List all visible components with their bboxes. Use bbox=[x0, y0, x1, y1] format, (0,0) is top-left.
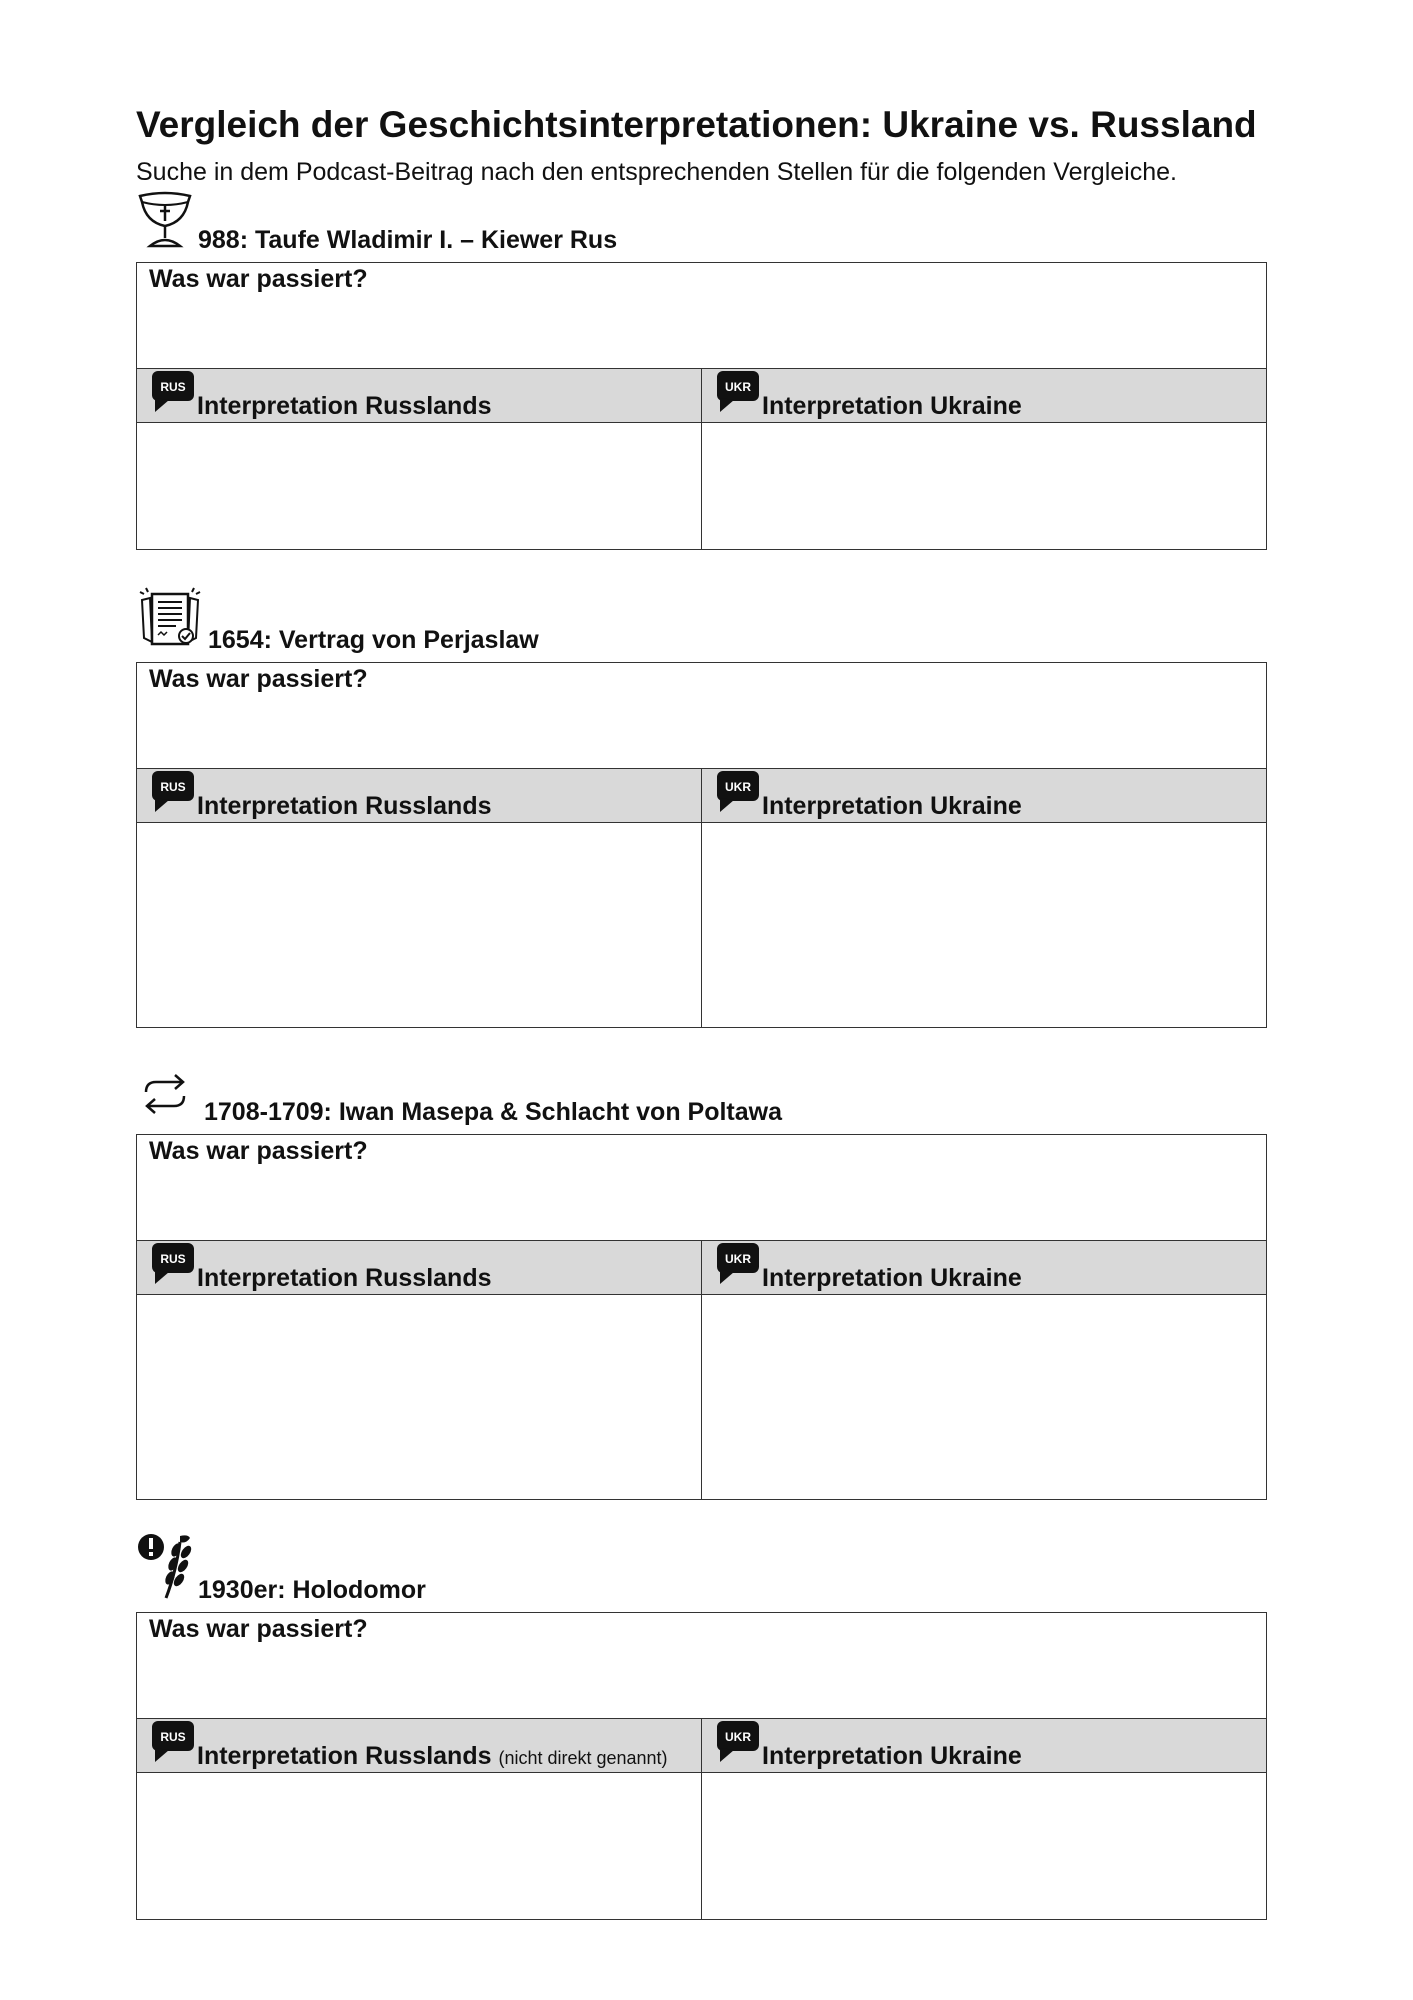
answer-russia-cell[interactable] bbox=[137, 1295, 701, 1499]
answer-ukraine-cell[interactable] bbox=[701, 1773, 1266, 1919]
treaty-document-icon bbox=[136, 586, 204, 653]
rus-badge: RUS bbox=[160, 1730, 186, 1744]
speech-bubble-rus-icon bbox=[151, 1720, 195, 1769]
answer-row bbox=[137, 823, 1266, 1027]
interp-ukraine-label: Interpretation Ukraine bbox=[762, 1264, 1022, 1292]
interp-ukraine-label: Interpretation Ukraine bbox=[762, 392, 1022, 420]
question-label: Was war passiert? bbox=[149, 265, 368, 293]
header-russia bbox=[137, 1241, 701, 1294]
answer-ukraine-cell[interactable] bbox=[701, 823, 1266, 1027]
speech-bubble-ukr-icon bbox=[716, 1720, 760, 1769]
interp-russia-text: Interpretation Russlands bbox=[197, 392, 492, 420]
switch-arrows-icon bbox=[140, 1072, 190, 1121]
interp-russia-text: Interpretation Russlands bbox=[197, 1742, 492, 1770]
interp-russia-label bbox=[197, 1742, 668, 1771]
interp-russia-label: Interpretation Russlands bbox=[197, 792, 492, 820]
interp-russia-note: (nicht direkt genannt) bbox=[498, 1748, 668, 1768]
question-cell[interactable] bbox=[137, 1135, 1266, 1241]
answer-russia-cell[interactable] bbox=[137, 823, 701, 1027]
comparison-table bbox=[136, 1612, 1267, 1920]
header-ukraine bbox=[701, 369, 1266, 422]
rus-badge: RUS bbox=[160, 780, 186, 794]
question-label: Was war passiert? bbox=[149, 1615, 368, 1643]
ukr-badge: UKR bbox=[725, 380, 751, 394]
comparison-table bbox=[136, 662, 1267, 1028]
header-row bbox=[137, 1719, 1266, 1773]
speech-bubble-ukr-icon bbox=[716, 1242, 760, 1291]
speech-bubble-rus-icon bbox=[151, 770, 195, 819]
interp-russia-label: Interpretation Russlands bbox=[197, 1264, 492, 1292]
page-title: Vergleich der Geschichtsinterpretationen: Ukraine vs. Russland bbox=[136, 104, 1257, 145]
question-label: Was war passiert? bbox=[149, 1137, 368, 1165]
header-row bbox=[137, 1241, 1266, 1295]
question-cell[interactable] bbox=[137, 263, 1266, 369]
ukr-badge: UKR bbox=[725, 1252, 751, 1266]
header-russia bbox=[137, 1719, 701, 1772]
answer-row bbox=[137, 1295, 1266, 1499]
question-cell[interactable] bbox=[137, 663, 1266, 769]
comparison-table bbox=[136, 262, 1267, 550]
comparison-table bbox=[136, 1134, 1267, 1500]
page-instruction: Suche in dem Podcast-Beitrag nach den entsprechenden Stellen für die folgenden Vergleiche. bbox=[136, 158, 1177, 186]
answer-row bbox=[137, 1773, 1266, 1919]
header-row bbox=[137, 769, 1266, 823]
answer-ukraine-cell[interactable] bbox=[701, 423, 1266, 549]
rus-badge: RUS bbox=[160, 1252, 186, 1266]
header-russia bbox=[137, 769, 701, 822]
speech-bubble-ukr-icon bbox=[716, 370, 760, 419]
header-ukraine bbox=[701, 1719, 1266, 1772]
answer-row bbox=[137, 423, 1266, 549]
section-title: 988: Taufe Wladimir I. – Kiewer Rus bbox=[198, 226, 618, 254]
answer-ukraine-cell[interactable] bbox=[701, 1295, 1266, 1499]
interp-ukraine-label: Interpretation Ukraine bbox=[762, 792, 1022, 820]
ukr-badge: UKR bbox=[725, 780, 751, 794]
interp-russia-label bbox=[197, 392, 492, 421]
speech-bubble-rus-icon bbox=[151, 370, 195, 419]
header-ukraine bbox=[701, 769, 1266, 822]
interp-ukraine-label: Interpretation Ukraine bbox=[762, 1742, 1022, 1770]
chalice-icon bbox=[136, 190, 194, 257]
speech-bubble-rus-icon bbox=[151, 1242, 195, 1291]
header-ukraine bbox=[701, 1241, 1266, 1294]
section-title: 1930er: Holodomor bbox=[198, 1576, 426, 1604]
alert-wheat-icon bbox=[136, 1532, 200, 1605]
ukr-badge: UKR bbox=[725, 1730, 751, 1744]
answer-russia-cell[interactable] bbox=[137, 423, 701, 549]
question-label: Was war passiert? bbox=[149, 665, 368, 693]
rus-badge: RUS bbox=[160, 380, 186, 394]
section-title: 1654: Vertrag von Perjaslaw bbox=[208, 626, 539, 654]
header-row bbox=[137, 369, 1266, 423]
header-russia bbox=[137, 369, 701, 422]
answer-russia-cell[interactable] bbox=[137, 1773, 701, 1919]
speech-bubble-ukr-icon bbox=[716, 770, 760, 819]
question-cell[interactable] bbox=[137, 1613, 1266, 1719]
section-title: 1708-1709: Iwan Masepa & Schlacht von Poltawa bbox=[204, 1098, 783, 1126]
